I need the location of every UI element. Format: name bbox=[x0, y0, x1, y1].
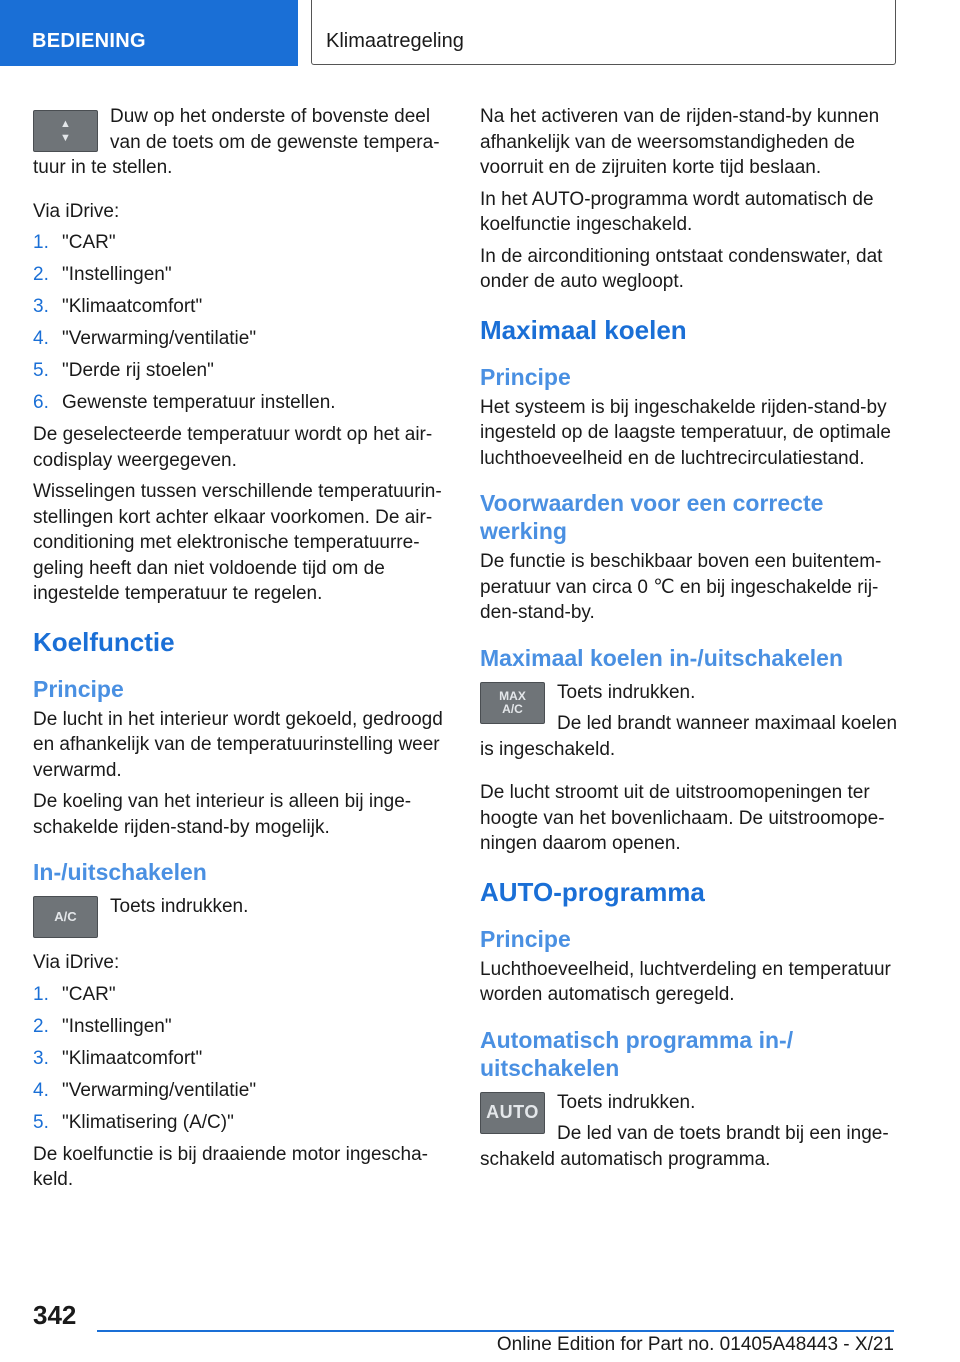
max-ac-button-icon: MAX A/C bbox=[480, 682, 545, 724]
auto-text: Toets indrukken. bbox=[557, 1091, 696, 1113]
heading-koelfunctie: Koelfunctie bbox=[33, 626, 175, 657]
list-item: 3. "Klimaatcomfort" bbox=[33, 1047, 203, 1069]
paragraph: De lucht in het interieur wordt gekoeld, gedroogd en afhankelijk van de temperatuurinstelling weer verwarmd. bbox=[33, 708, 443, 781]
via-idrive-label: Via iDrive: bbox=[33, 952, 120, 973]
paragraph: De functie is beschikbaar boven een buitentemperatuur van circa 0 ℃ en bij ingeschakelde rijden-stand-by. bbox=[480, 551, 882, 623]
ac-button-icon: A/C bbox=[33, 896, 98, 938]
heading-in-uitschakelen: In-/uitschakelen bbox=[33, 859, 207, 885]
list-item: 2. "Instellingen" bbox=[33, 1015, 172, 1037]
list-item: 5. "Derde rij stoelen" bbox=[33, 360, 214, 381]
heading-principe: Principe bbox=[480, 925, 571, 952]
footer-edition: Online Edition for Part no. 01405A48443 - X/21 bbox=[496, 1334, 894, 1355]
chapter-title: Klimaatregeling bbox=[326, 30, 464, 52]
heading-maximaal-koelen: Maximaal koelen bbox=[480, 314, 687, 345]
auto-button-icon: AUTO bbox=[480, 1092, 545, 1134]
auto-button-block bbox=[480, 1086, 898, 1173]
idrive-steps-list-2 bbox=[33, 982, 449, 1136]
section-title: BEDIENING bbox=[32, 30, 146, 52]
paragraph: Na het activeren van de rijden-stand-by kunnen afhankelijk van de weersomstandigheden de voorruit en de zijruiten korte tijd beslaan. bbox=[480, 106, 880, 178]
max-ac-text: Toets indrukken. bbox=[557, 681, 696, 703]
list-item: 5. "Klimatisering (A/C)" bbox=[33, 1111, 234, 1133]
list-item: 1. "CAR" bbox=[33, 983, 116, 1005]
list-item: 3. "Klimaatcomfort" bbox=[33, 296, 203, 317]
paragraph: De koeling van het interieur is alleen bij ingeschakelde rijden-stand-by mogelijk. bbox=[33, 791, 412, 838]
heading-voorwaarden: Voorwaarden voor een correcte werking bbox=[480, 490, 824, 544]
paragraph: De geselecteerde temperatuur wordt op het aircodisplay weergegeven. bbox=[33, 424, 433, 471]
paragraph: Het systeem is bij ingeschakelde rijden-stand-by ingesteld op de laagste temperatuur, de optimale luchthoeveelheid en de luchtrecirculatiestand. bbox=[480, 396, 891, 469]
temperature-rocker-icon bbox=[33, 110, 98, 152]
right-column bbox=[480, 104, 898, 1178]
idrive-steps-list-1 bbox=[33, 230, 449, 416]
paragraph: In het AUTO-programma wordt automatisch de koelfunctie ingeschakeld. bbox=[480, 188, 874, 235]
temp-button-block bbox=[33, 104, 449, 181]
list-item: 1. "CAR" bbox=[33, 232, 116, 253]
heading-auto-programma: AUTO-programma bbox=[480, 876, 705, 907]
chapter-tab bbox=[311, 0, 896, 65]
list-item: 2. "Instellingen" bbox=[33, 264, 172, 285]
list-item: 6. Gewenste temperatuur instellen. bbox=[33, 392, 336, 413]
ac-button-text: Toets indrukken. bbox=[110, 896, 249, 917]
paragraph: Wisselingen tussen verschillende temperatuurinstellingen kort achter elkaar voorkomen. De airconditioning met elektronische temperatuurregeling heeft dan niet voldoende tijd om de ingestelde temperatuur te regelen. bbox=[33, 481, 442, 604]
footer-divider bbox=[97, 1330, 894, 1332]
temp-button-text: Duw op het onderste of bovenste deel van de toets om de gewenste temperatuur in te stellen. bbox=[33, 106, 440, 178]
heading-principe: Principe bbox=[33, 675, 124, 702]
paragraph: De lucht stroomt uit de uitstroomopeningen ter hoogte van het bovenlichaam. De uitstroomopeningen daarom openen. bbox=[480, 782, 885, 854]
section-tab bbox=[0, 0, 298, 66]
arrow-down-icon: ▼ bbox=[60, 132, 71, 144]
left-column bbox=[33, 104, 449, 1199]
list-item: 4. "Verwarming/ventilatie" bbox=[33, 328, 257, 349]
max-ac-button-block bbox=[480, 676, 898, 763]
paragraph: De koelfunctie is bij draaiende motor ingeschakeld. bbox=[33, 1143, 428, 1190]
arrow-up-icon: ▲ bbox=[60, 118, 71, 130]
heading-max-in-uitschakelen: Maximaal koelen in-/uitschakelen bbox=[480, 644, 844, 671]
heading-auto-in-uitschakelen: Automatisch programma in-/ uitschakelen bbox=[480, 1026, 794, 1081]
paragraph: In de airconditioning ontstaat condenswater, dat onder de auto wegloopt. bbox=[480, 245, 883, 292]
heading-principe: Principe bbox=[480, 363, 571, 390]
paragraph: Luchthoeveelheid, luchtverdeling en temperatuur worden automatisch geregeld. bbox=[480, 958, 891, 1005]
max-ac-led-text: De led brandt wanneer maximaal koelen is ingeschakeld. bbox=[480, 713, 898, 760]
list-item: 4. "Verwarming/ventilatie" bbox=[33, 1079, 257, 1101]
auto-led-text: De led van de toets brandt bij een ingeschakeld automatisch programma. bbox=[480, 1123, 889, 1170]
via-idrive-label: Via iDrive: bbox=[33, 200, 120, 222]
page-number: 342 bbox=[33, 1300, 77, 1330]
ac-button-block bbox=[33, 890, 449, 925]
